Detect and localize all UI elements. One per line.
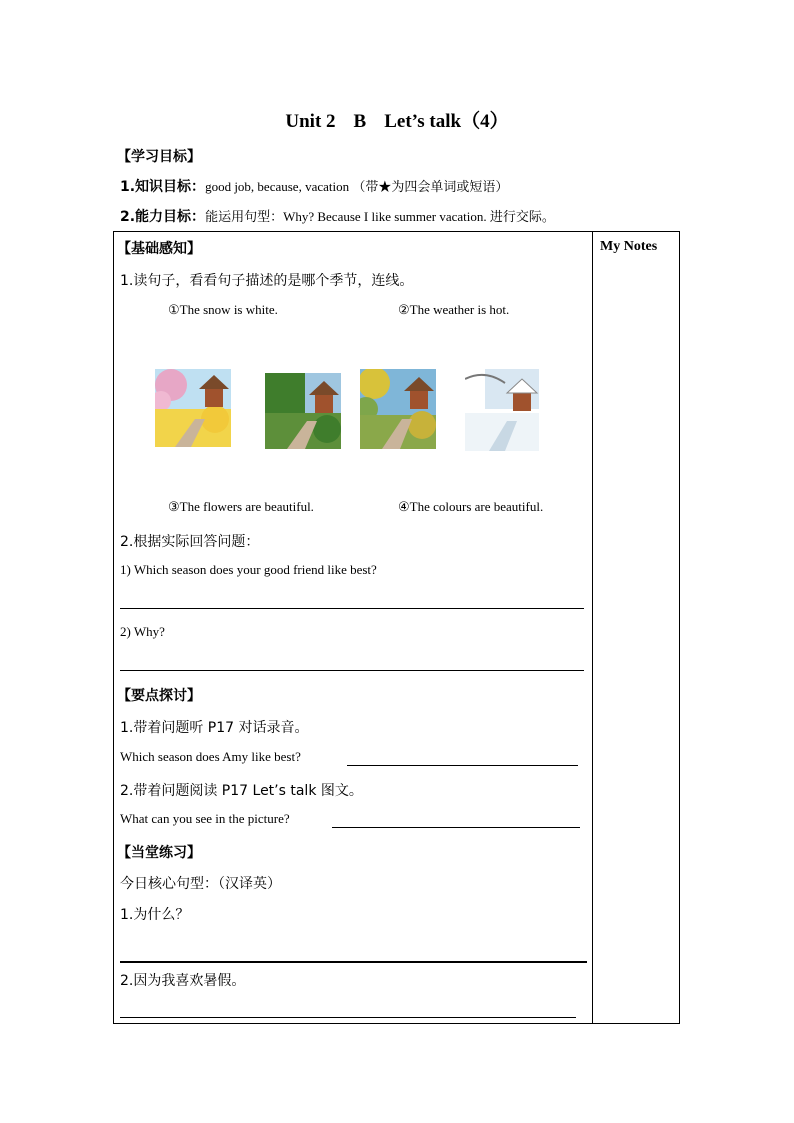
worksheet-table	[113, 231, 680, 1024]
ability-objective	[120, 206, 555, 226]
winter-picture	[465, 369, 539, 451]
knowledge-label: 1.知识目标：	[120, 179, 206, 195]
autumn-picture	[360, 369, 436, 449]
sentence-3: ③The flowers are beautiful.	[168, 499, 314, 514]
title-lesson: Let’s talk（4）	[384, 111, 509, 132]
title-part: B	[353, 111, 367, 132]
sentence-1: ①The snow is white.	[168, 302, 278, 317]
title-unit: Unit 2	[285, 111, 336, 132]
answer-line-2b[interactable]	[120, 670, 584, 671]
my-notes-label: My Notes	[600, 239, 658, 254]
question-1: 1.读句子，看看句子描述的是哪个季节，连线。	[120, 273, 414, 289]
sentence-2: ②The weather is hot.	[398, 302, 510, 317]
section-key-points-heading: 【要点探讨】	[117, 688, 201, 704]
spring-picture	[155, 369, 231, 447]
point-2-question: What can you see in the picture?	[120, 811, 290, 826]
question-2b: 2) Why?	[120, 624, 165, 639]
point-1-question: Which season does Amy like best?	[120, 749, 301, 764]
answer-line-p1[interactable]	[347, 765, 578, 766]
exercise-2: 2.因为我喜欢暑假。	[120, 973, 246, 989]
section-practice-heading: 【当堂练习】	[117, 845, 201, 861]
answer-line-2a[interactable]	[120, 608, 584, 609]
answer-line-e1[interactable]	[120, 961, 587, 963]
page-title	[0, 106, 794, 133]
ability-label: 2.能力目标：	[120, 209, 206, 225]
point-2: 2.带着问题阅读 P17 Let’s talk 图文。	[120, 783, 363, 799]
answer-line-p2[interactable]	[332, 827, 580, 828]
answer-line-e2[interactable]	[120, 1017, 576, 1018]
question-2a: 1) Which season does your good friend like best?	[120, 562, 377, 577]
objectives-heading: 【学习目标】	[117, 149, 201, 165]
knowledge-objective	[120, 176, 508, 196]
exercise-1: 1.为什么？	[120, 907, 190, 923]
knowledge-text: good job, because, vacation （带★为四会单词或短语）	[205, 179, 509, 194]
question-2: 2.根据实际回答问题：	[120, 534, 260, 550]
point-1: 1.带着问题听 P17 对话录音。	[120, 720, 309, 736]
ability-text: 能运用句型：Why? Because I like summer vacation. 进行交际。	[205, 209, 555, 224]
notes-column-divider	[592, 231, 593, 1024]
sentence-4: ④The colours are beautiful.	[398, 499, 544, 514]
core-sentence-intro: 今日核心句型：（汉译英）	[120, 876, 281, 892]
summer-picture	[265, 373, 341, 449]
section-basic-heading: 【基础感知】	[117, 241, 201, 257]
